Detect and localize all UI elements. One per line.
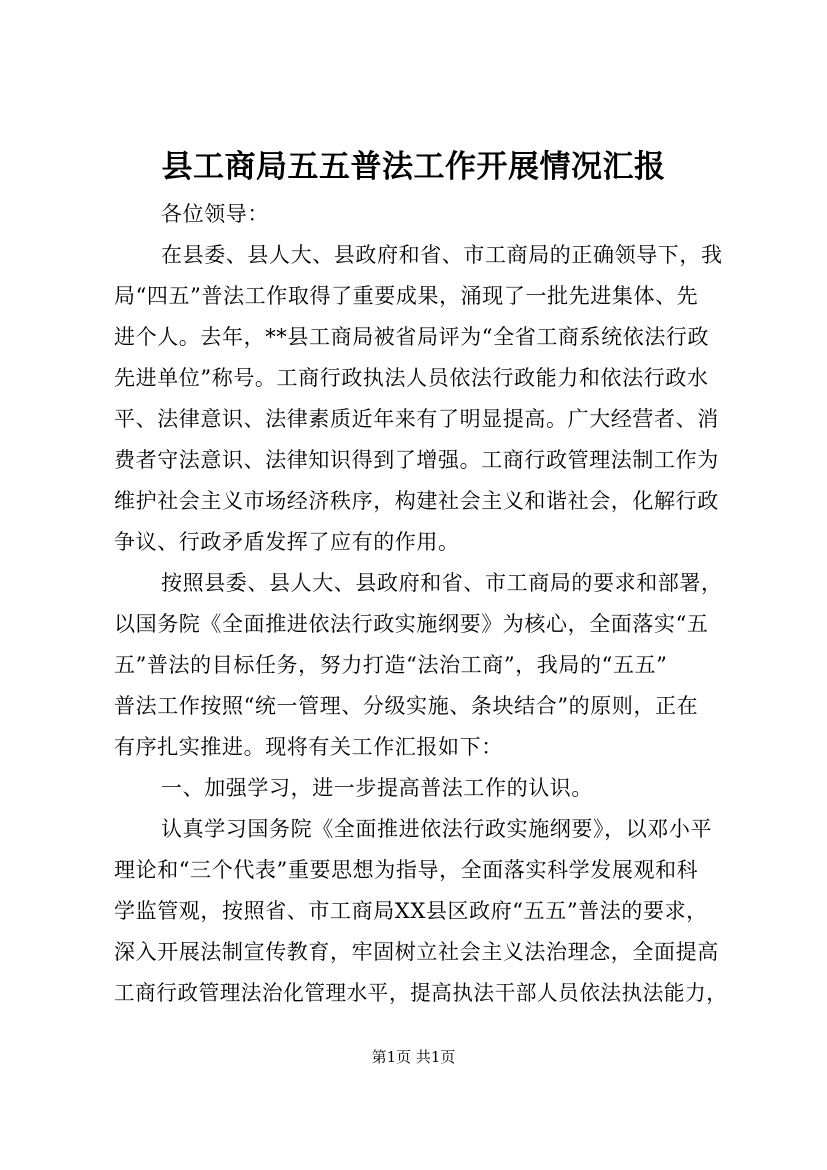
body-line: 五”普法的目标任务，努力打造“法治工商”，我局的“五五” — [114, 653, 668, 677]
body-line: 局“四五”普法工作取得了重要成果，涌现了一批先进集体、先 — [114, 284, 699, 308]
page-footer: 第1页 共1页 — [371, 1048, 456, 1066]
body-line: 有序扎实推进。现将有关工作汇报如下： — [114, 735, 503, 759]
body-line: 费者守法意识、法律知识得到了增强。工商行政管理法制工作为 — [114, 448, 719, 472]
body-line: 按照县委、县人大、县政府和省、市工商局的要求和部署， — [161, 571, 723, 595]
body-line: 理论和“三个代表”重要思想为指导，全面落实科学发展观和科 — [114, 858, 699, 882]
body-line: 深入开展法制宣传教育，牢固树立社会主义法治理念，全面提高 — [114, 940, 719, 964]
body-line: 学监管观，按照省、市工商局XX县区政府“五五”普法的要求， — [114, 899, 708, 923]
body-line: 先进单位”称号。工商行政执法人员依法行政能力和依法行政水 — [114, 366, 709, 390]
body-line: 普法工作按照“统一管理、分级实施、条块结合”的原则，正在 — [114, 694, 699, 718]
body-line: 维护社会主义市场经济秩序，构建社会主义和谐社会，化解行政 — [114, 489, 719, 513]
body-line: 在县委、县人大、县政府和省、市工商局的正确领导下，我 — [161, 243, 723, 267]
body-line: 以国务院《全面推进依法行政实施纲要》为核心，全面落实“五 — [114, 612, 709, 636]
section-heading: 一、加强学习，进一步提高普法工作的认识。 — [161, 776, 593, 800]
salutation-line: 各位领导： — [161, 202, 269, 226]
body-line: 争议、行政矛盾发挥了应有的作用。 — [114, 530, 460, 554]
document-title: 县工商局五五普法工作开展情况汇报 — [161, 149, 666, 185]
body-line: 进个人。去年，**县工商局被省局评为“全省工商系统依法行政 — [114, 325, 710, 349]
body-line: 工商行政管理法治化管理水平，提高执法干部人员依法执法能力， — [114, 981, 728, 1005]
body-line: 平、法律意识、法律素质近年来有了明显提高。广大经营者、消 — [114, 407, 719, 431]
body-line: 认真学习国务院《全面推进依法行政实施纲要》，以邓小平 — [161, 817, 713, 841]
